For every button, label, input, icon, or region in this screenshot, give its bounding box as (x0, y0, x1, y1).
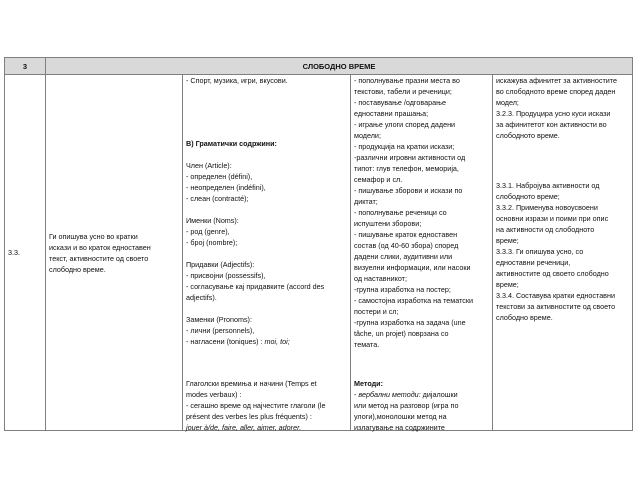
outcome-line: едноставни реченици, (496, 258, 571, 267)
outcome-line: активностите од своето слободно (496, 269, 609, 278)
verbs-examples: jouer à/de, faire, aller, aimer, adorer. (186, 423, 302, 432)
activity-line: постери и сл; (354, 307, 399, 316)
content-cell (183, 75, 351, 431)
pronouns-heading: Заменки (Pronoms): (186, 315, 252, 324)
outcome-line: текстови за активностите од своето (496, 302, 616, 311)
article-line: - слеан (contracté); (186, 194, 249, 203)
theme-number: 3 (5, 58, 46, 75)
pronouns-line: - лични (personnels), (186, 326, 255, 335)
activity-line: -различни игровни активности од (354, 153, 466, 162)
activity-line: - продукција на кратки искази; (354, 142, 455, 151)
adjectives-line: adjectifs). (186, 293, 217, 302)
activity-line: дадени слики, аудитивни или (354, 252, 453, 261)
pronouns-examples: moi, toi; (264, 337, 290, 346)
methods-verbal: вербални методи: (358, 390, 421, 399)
activity-line: семафор и сл. (354, 175, 403, 184)
verbs-line: - сегашно време од најчестите глаголи (le (186, 401, 326, 410)
topics-text: - Спорт, музика, игри, вкусови. (186, 76, 288, 85)
outcome-line: искажува афинитет за активностите (496, 76, 618, 85)
table-header-row (5, 58, 633, 75)
methods-dash: - (354, 390, 359, 399)
activity-line: диктат; (354, 197, 378, 206)
activity-line: -групна изработка на постер; (354, 285, 451, 294)
nouns-line: Именки (Noms): (186, 216, 239, 225)
pronouns-stressed-label: - нагласени (toniques) : (186, 337, 265, 346)
goal-line: текст, активностите од своето (49, 253, 149, 263)
activity-line: - играње улоги според дадени (354, 120, 456, 129)
grammar-heading: В) Граматички содржини: (186, 139, 277, 148)
activity-line: типот: глув телефон, меморија, (354, 164, 459, 173)
activity-line: визуелни информации, или насоки (354, 263, 471, 272)
methods-rest: дијалошки (420, 390, 458, 399)
adjectives-line: - присвојни (possessifs), (186, 271, 266, 280)
article-line: - неопределен (indéfini), (186, 183, 266, 192)
outcome-line: време; (496, 280, 519, 289)
activity-line: едноставни прашања; (354, 109, 429, 118)
verbs-line: présent des verbes les plus fréquents) : (186, 412, 312, 421)
activity-line: - пишување краток едноставен (354, 230, 458, 239)
outcome-line: слободно време. (496, 313, 553, 322)
outcome-line: 3.3.2. Применува новоусвоени (496, 203, 598, 212)
activity-line: - самостојна изработка на тематски (354, 296, 474, 305)
adjectives-line: Придавки (Adjectifs): (186, 260, 255, 269)
activities-cell (351, 75, 493, 431)
article-line: - определен (défini), (186, 172, 253, 181)
outcome-line: 3.3.4. Составува кратки едноставни (496, 291, 615, 300)
outcome-line: модел; (496, 98, 519, 107)
goal-line: слободно време. (49, 264, 106, 274)
methods-heading: Методи: (354, 379, 383, 388)
activity-line: испуштени зборови; (354, 219, 422, 228)
outcome-line: за афинитетот кон активности во (496, 120, 607, 129)
methods-line: излагување на содржините (354, 423, 445, 432)
verbs-line: Глаголски времиња и начини (Temps et (186, 379, 317, 388)
table-row (5, 75, 633, 431)
outcome-line: 3.2.3. Продуцира усно куси искази (496, 109, 611, 118)
outcome-line: на активности од слободното (496, 225, 595, 234)
outcome-line: 3.3.3. Ги опишува усно, со (496, 247, 584, 256)
goal-cell (46, 75, 183, 431)
activity-line: - пополнување празни места во (354, 76, 460, 85)
activity-line: - пополнување реченици со (354, 208, 447, 217)
activity-line: -групна изработка на задача (une (354, 318, 466, 327)
methods-line: или метод на разговор (игра по (354, 401, 459, 410)
outcome-line: слободното време. (496, 131, 560, 140)
nouns-line: - род (genre), (186, 227, 230, 236)
verbs-line: modes verbaux) : (186, 390, 242, 399)
curriculum-table (4, 57, 633, 431)
outcome-line: слободното време; (496, 192, 560, 201)
adjectives-line: - согласување кај придавките (accord des (186, 282, 325, 291)
activity-line: од наставникот; (354, 274, 407, 283)
activity-line: tâche, un projet) поврзана со (354, 329, 449, 338)
outcome-line: време; (496, 236, 519, 245)
outcome-line: во слободното време според даден (496, 87, 616, 96)
goal-code: 3.3. (5, 75, 46, 431)
outcome-line: основни изрази и поими при опис (496, 214, 609, 223)
goal-line: Ги опишува усно во кратки (49, 231, 138, 241)
pronouns-line (186, 336, 347, 347)
theme-title: СЛОБОДНО ВРЕМЕ (46, 58, 633, 75)
methods-line: улоги),монолошки метод на (354, 412, 447, 421)
article-line: Член (Article): (186, 161, 232, 170)
outcomes-cell (493, 75, 633, 431)
activity-line: текстови, табели и реченици; (354, 87, 452, 96)
activity-line: темата. (354, 340, 380, 349)
activity-line: - пишување зборови и искази по (354, 186, 463, 195)
activity-line: - поставување /одговарање (354, 98, 446, 107)
methods-line (354, 389, 489, 400)
outcome-line: 3.3.1. Набројува активности од (496, 181, 600, 190)
activity-line: модели; (354, 131, 381, 140)
activity-line: состав (од 40-60 збора) според (354, 241, 459, 250)
goal-line: искази и во краток едноставен (49, 242, 151, 252)
nouns-line: - број (nombre); (186, 238, 238, 247)
